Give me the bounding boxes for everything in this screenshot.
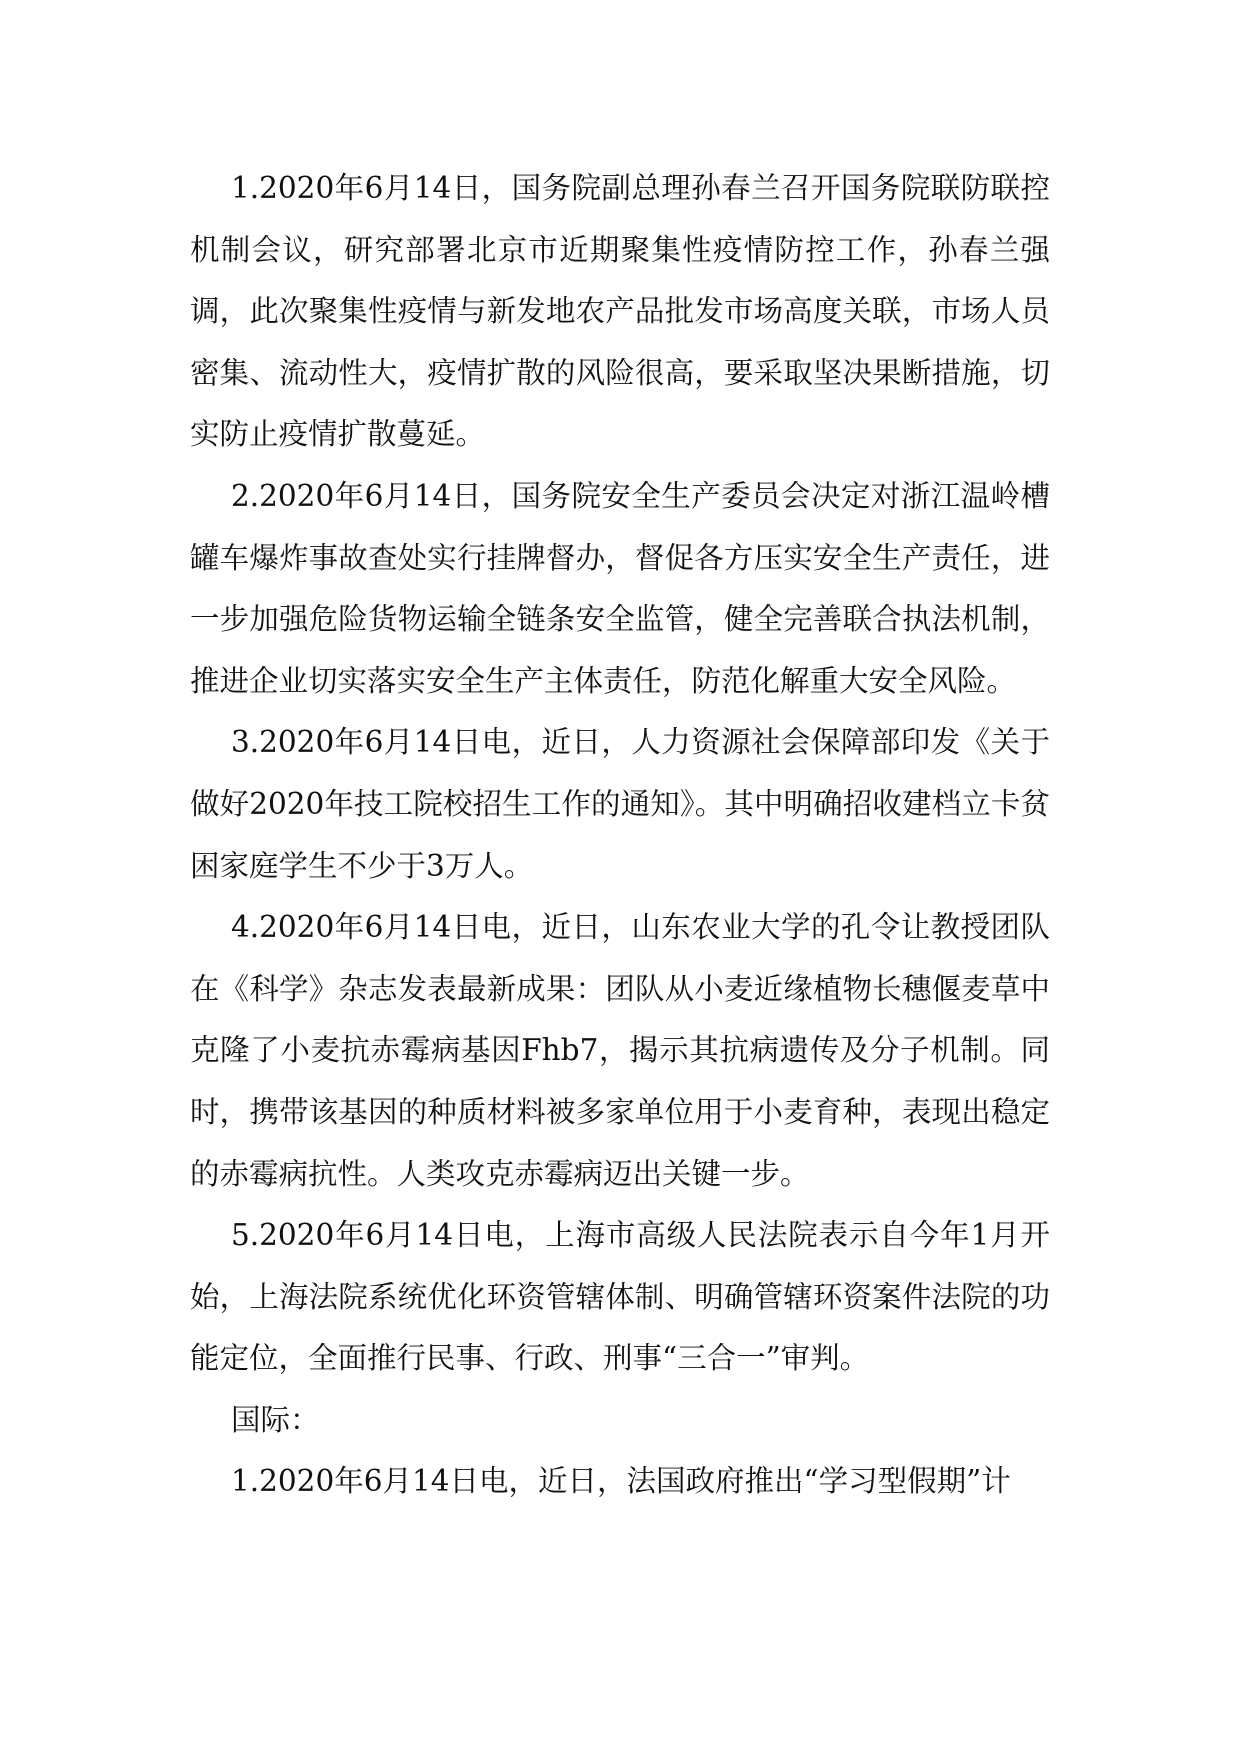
international-news-item-1: 1.2020年6月14日电，近日，法国政府推出“学习型假期”计 <box>231 1464 1011 1499</box>
domestic-news-item-5: 5.2020年6月14日电，上海市高级人民法院表示自今年1月开始，上海法院系统优化环资管辖体制、明确管辖环资案件法院的功能定位，全面推行民事、行政、刑事“三合一”审判。 <box>190 1218 1050 1376</box>
document-body <box>190 158 1050 1513</box>
domestic-news-item-2: 2.2020年6月14日，国务院安全生产委员会决定对浙江温岭槽罐车爆炸事故查处实行挂牌督办，督促各方压实安全生产责任，进一步加强危险货物运输全链条安全监管，健全完善联合执法机制，推进企业切实落实安全生产主体责任，防范化解重大安全风险。 <box>190 478 1050 698</box>
domestic-news-item-1: 1.2020年6月14日，国务院副总理孙春兰召开国务院联防联控机制会议，研究部署北京市近期聚集性疫情防控工作，孙春兰强调，此次聚集性疫情与新发地农产品批发市场高度关联，市场人员密集、流动性大，疫情扩散的风险很高，要采取坚决果断措施，切实防止疫情扩散蔓延。 <box>190 171 1050 452</box>
domestic-news-item-3: 3.2020年6月14日电，近日，人力资源社会保障部印发《关于做好2020年技工院校招生工作的通知》。其中明确招收建档立卡贫困家庭学生不少于3万人。 <box>190 725 1050 883</box>
international-section-heading: 国际： <box>231 1402 320 1437</box>
domestic-news-item-4: 4.2020年6月14日电，近日，山东农业大学的孔令让教授团队在《科学》杂志发表最新成果：团队从小麦近缘植物长穗偃麦草中克隆了小麦抗赤霉病基因Fhb7，揭示其抗病遗传及分子机制。同时，携带该基因的种质材料被多家单位用于小麦育种，表现出稳定的赤霉病抗性。人类攻克赤霉病迈出关键一步。 <box>190 910 1050 1191</box>
